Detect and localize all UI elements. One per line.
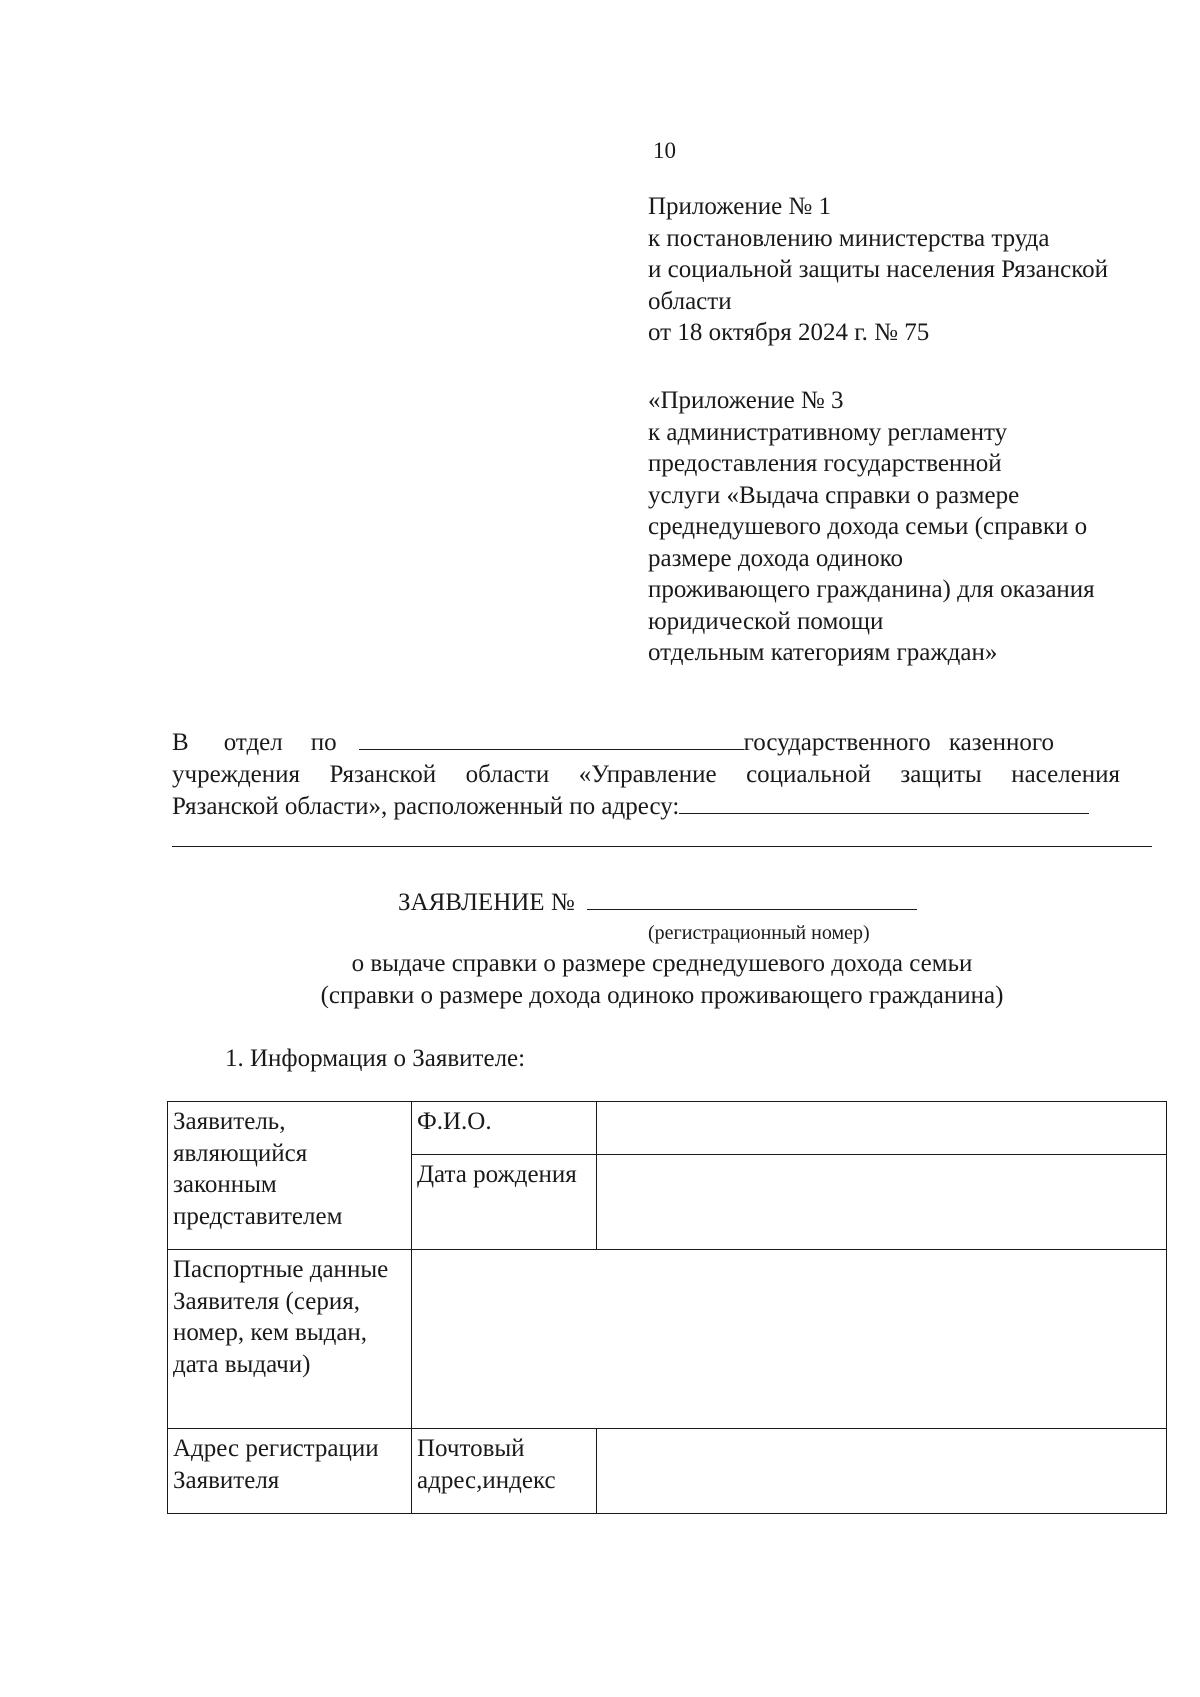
department-blank-field[interactable] bbox=[359, 729, 744, 750]
page-number: 10 bbox=[653, 138, 676, 163]
registration-number-field[interactable] bbox=[587, 889, 917, 910]
addressee-line-2 bbox=[172, 759, 1120, 791]
dob-value-cell[interactable] bbox=[597, 1155, 1167, 1250]
addressee-word: защиты bbox=[900, 761, 982, 788]
statement-title-text: ЗАЯВЛЕНИЕ № bbox=[398, 889, 575, 916]
addressee-word: по bbox=[310, 729, 337, 756]
annex-3-line: отдельным категориям граждан» bbox=[648, 639, 998, 666]
section-heading: 1. Информация о Заявителе: bbox=[225, 1045, 526, 1072]
addressee-word: области bbox=[465, 761, 550, 788]
annex-1-line: области bbox=[648, 287, 732, 315]
annex-3-line: среднедушевого дохода семьи (справки о bbox=[648, 513, 1088, 540]
annex-1-line: от 18 октября 2024 г. № 75 bbox=[648, 319, 930, 346]
applicant-info-table bbox=[167, 1101, 1167, 1514]
annex-1-line: и социальной защиты населения Рязанской bbox=[648, 256, 1108, 283]
annex-1-line: к постановлению министерства труда bbox=[648, 224, 1050, 252]
representative-label-cell: Заявитель, являющийся законным представителем bbox=[168, 1102, 412, 1250]
annex-3-line: к административному регламенту bbox=[648, 418, 1008, 446]
addressee-word: учреждения bbox=[172, 761, 301, 788]
addressee-word: Рязанской bbox=[329, 761, 437, 788]
annex-3-line: проживающего гражданина) для оказания bbox=[648, 576, 1095, 603]
annex-3-line: «Приложение № 3 bbox=[648, 387, 844, 414]
postal-value-cell[interactable] bbox=[597, 1429, 1167, 1514]
address-label-cell: Адрес регистрации Заявителя bbox=[168, 1429, 412, 1514]
addressee-word: социальной bbox=[746, 761, 871, 788]
annex-3-line: предоставления государственной bbox=[648, 450, 1002, 477]
statement-subtitle: о выдаче справки о размере среднедушевого дохода семьи bbox=[351, 950, 973, 977]
registration-number-caption: (регистрационный номер) bbox=[648, 922, 870, 944]
addressee-line-3 bbox=[172, 791, 1172, 823]
annex-1-block bbox=[648, 191, 1108, 349]
passport-label-cell: Паспортные данные Заявителя (серия, номер, кем выдан, дата выдачи) bbox=[168, 1250, 412, 1429]
addressee-block bbox=[172, 727, 1172, 823]
passport-value-cell[interactable] bbox=[412, 1250, 1167, 1429]
address-blank-field[interactable] bbox=[679, 793, 1089, 814]
annex-1-line: Приложение № 1 bbox=[648, 193, 832, 220]
addressee-address-label: Рязанской области», расположенный по адресу: bbox=[172, 793, 680, 820]
addressee-line-1 bbox=[172, 727, 1172, 759]
annex-3-line: юридической помощи bbox=[648, 607, 884, 635]
annex-3-line: размере дохода одиноко bbox=[648, 544, 904, 572]
address-continuation-line[interactable] bbox=[172, 846, 1152, 847]
table-row bbox=[168, 1250, 1167, 1429]
addressee-word: государственного казенного bbox=[743, 729, 1055, 756]
statement-subtitle: (справки о размере дохода одиноко проживающего гражданина) bbox=[320, 982, 1004, 1009]
dob-label-cell: Дата рождения bbox=[412, 1155, 597, 1250]
table-row bbox=[168, 1102, 1167, 1155]
fio-label-cell: Ф.И.О. bbox=[412, 1102, 597, 1155]
addressee-word: населения bbox=[1011, 761, 1120, 788]
statement-title bbox=[398, 889, 917, 917]
addressee-word: В bbox=[172, 729, 189, 756]
table-row bbox=[168, 1429, 1167, 1514]
annex-3-line: услуги «Выдача справки о размере bbox=[648, 481, 1020, 509]
addressee-word: «Управление bbox=[578, 761, 717, 788]
addressee-word: отдел bbox=[223, 729, 283, 756]
postal-label-cell: Почтовый адрес,индекс bbox=[412, 1429, 597, 1514]
fio-value-cell[interactable] bbox=[597, 1102, 1167, 1155]
annex-3-block bbox=[648, 385, 1095, 669]
